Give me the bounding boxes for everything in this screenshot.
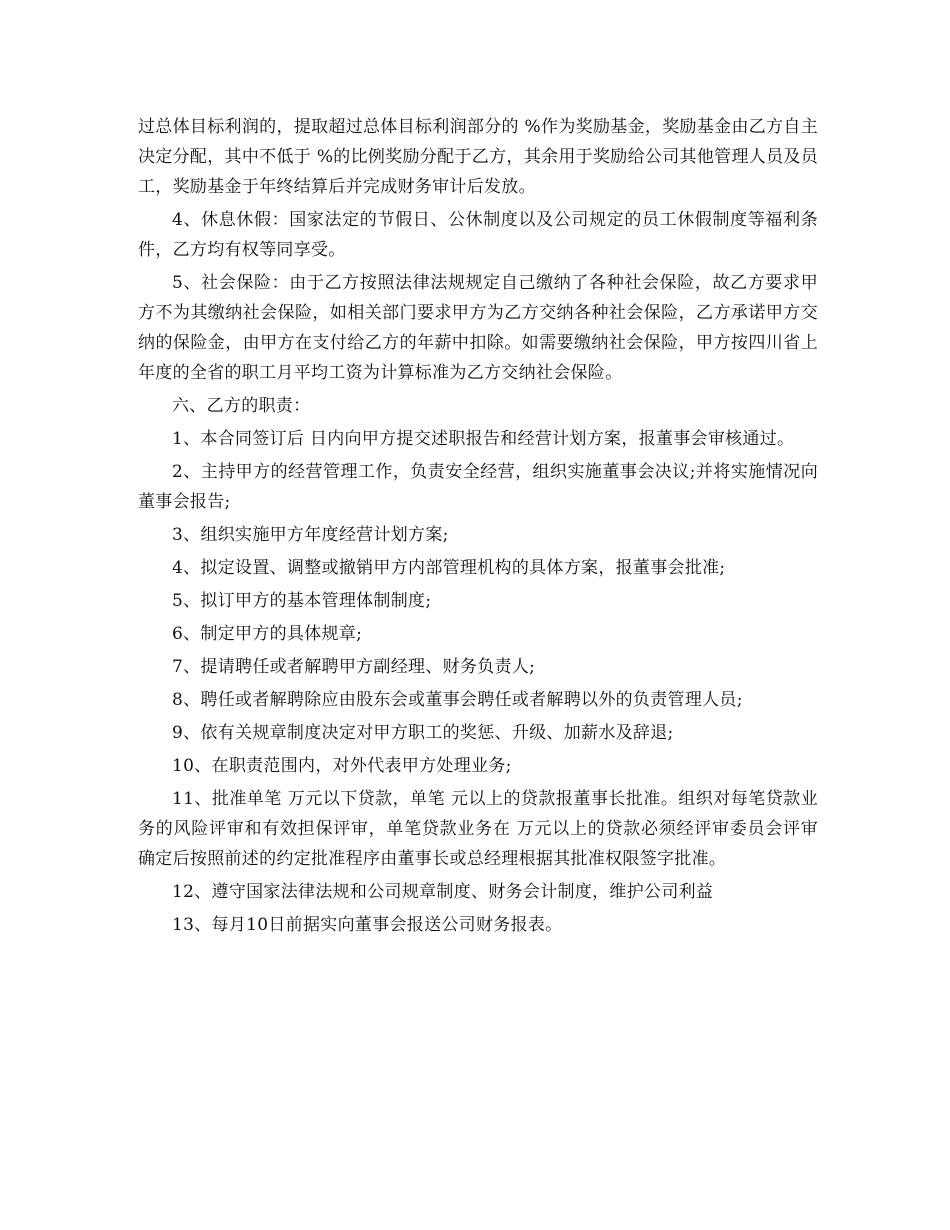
duty-item-5: 5、拟订甲方的基本管理体制制度; (172, 591, 432, 611)
duty-item-10: 10、在职责范围内，对外代表甲方处理业务; (172, 756, 512, 776)
document-page (138, 112, 818, 943)
duty-item-8: 8、聘任或者解聘除应由股东会或董事会聘任或者解聘以外的负责管理人员; (172, 690, 743, 710)
section-heading-duties: 六、乙方的职责： (172, 396, 311, 416)
duty-item-9: 9、依有关规章制度决定对甲方职工的奖惩、升级、加薪水及辞退; (172, 723, 674, 743)
duty-item-3: 3、组织实施甲方年度经营计划方案; (172, 525, 449, 545)
paragraph-bonus-fund: 过总体目标利润的，提取超过总体目标利润部分的 %作为奖励基金，奖励基金由乙方自主决定分配，其中不低于 %的比例奖励分配于乙方，其余用于奖励给公司其他管理人员及员工，奖励基金于年终结算后并完成财务审计后发放。 (138, 117, 818, 197)
duty-item-1: 1、本合同签订后 日内向甲方提交述职报告和经营计划方案，报董事会审核通过。 (172, 429, 795, 449)
duty-item-2: 2、主持甲方的经营管理工作，负责安全经营，组织实施董事会决议;并将实施情况向董事会报告; (138, 462, 818, 512)
duty-item-13: 13、每月10日前据实向董事会报送公司财务报表。 (172, 915, 563, 935)
duty-item-7: 7、提请聘任或者解聘甲方副经理、财务负责人; (172, 657, 536, 677)
duty-item-11: 11、批准单笔 万元以下贷款，单笔 元以上的贷款报董事长批准。组织对每笔贷款业务的风险评审和有效担保评审，单笔贷款业务在 万元以上的贷款必须经评审委员会评审确定后按照前述的约定批准程序由董事长或总经理根据其批准权限签字批准。 (138, 789, 818, 869)
duty-item-6: 6、制定甲方的具体规章; (172, 624, 363, 644)
paragraph-social-insurance: 5、社会保险：由于乙方按照法律法规规定自己缴纳了各种社会保险，故乙方要求甲方不为其缴纳社会保险，如相关部门要求甲方为乙方交纳各种社会保险，乙方承诺甲方交纳的保险金，由甲方在支付给乙方的年薪中扣除。如需要缴纳社会保险，甲方按四川省上年度的全省的职工月平均工资为计算标准为乙方交纳社会保险。 (138, 273, 818, 383)
duty-item-12: 12、遵守国家法律法规和公司规章制度、财务会计制度，维护公司利益 (172, 882, 714, 902)
duty-item-4: 4、拟定设置、调整或撤销甲方内部管理机构的具体方案，报董事会批准; (172, 558, 726, 578)
paragraph-rest-leave: 4、休息休假：国家法定的节假日、公休制度以及公司规定的员工休假制度等福利条件，乙方均有权等同享受。 (138, 210, 818, 260)
